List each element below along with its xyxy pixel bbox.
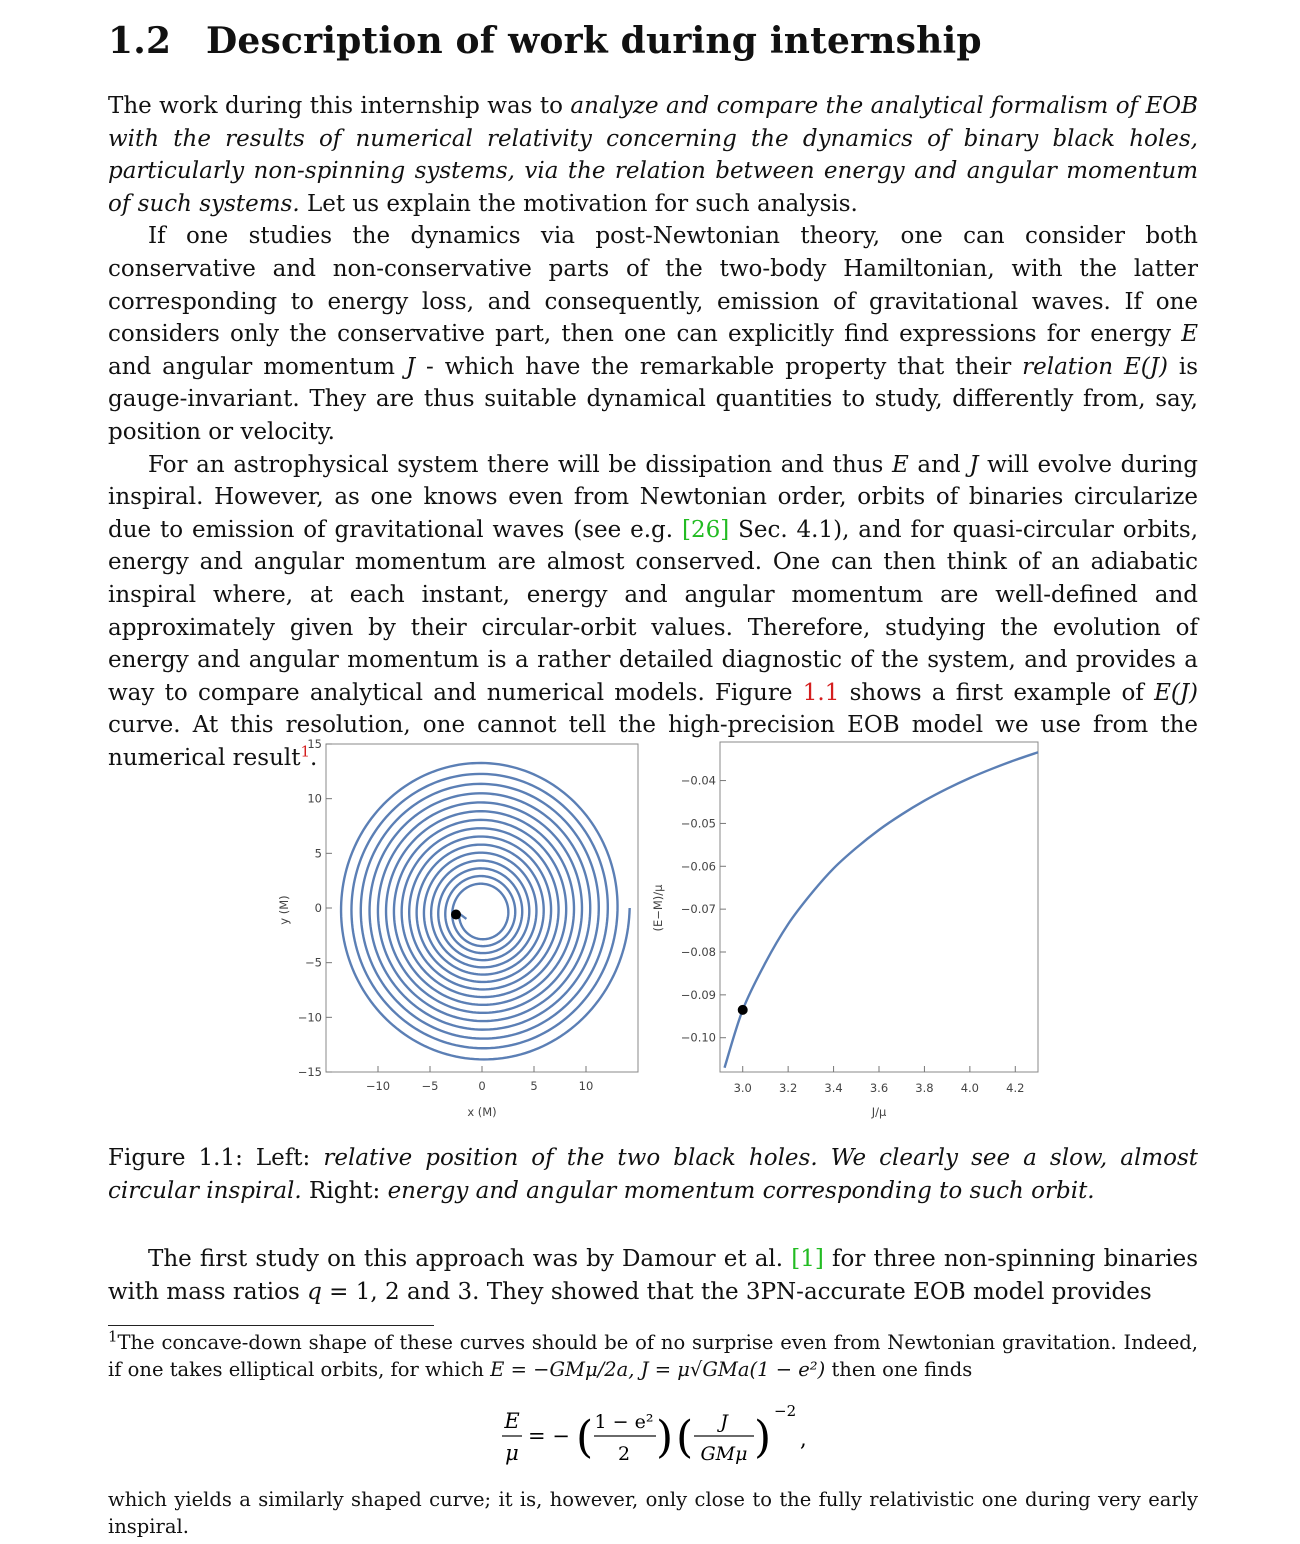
figure-link[interactable]: 1.1 xyxy=(802,679,840,706)
right-ylabel: (E−M)/μ xyxy=(651,884,665,932)
right-x-tick-label: 3.0 xyxy=(733,1081,752,1095)
left-y-tick-label: −10 xyxy=(297,1010,322,1025)
caption-right-label: Right: xyxy=(309,1177,381,1204)
right-x-tick-label: 3.8 xyxy=(915,1081,934,1095)
right-y-tick-label: −0.04 xyxy=(680,773,716,788)
para1-lead: The work during this internship was to xyxy=(108,93,563,119)
left-y-tick-label: 10 xyxy=(307,791,322,806)
orbit-spiral-line xyxy=(341,763,630,1059)
orbit-position-marker xyxy=(451,910,461,920)
right-y-tick-label: −0.09 xyxy=(680,987,716,1002)
figure-1-1 xyxy=(270,732,1050,1132)
para2-relation: relation xyxy=(1022,353,1114,380)
var-E: E xyxy=(891,451,909,478)
caption-right-text: energy and angular momentum corresponding to such orbit. xyxy=(387,1177,1095,1204)
citation-link[interactable]: [1] xyxy=(791,1246,824,1272)
footnote-b: then one finds xyxy=(831,1358,973,1381)
footnote xyxy=(108,1329,1198,1383)
para1-italic: analyze and compare the analytical formalism of EOB with the results of numerical relativity concerning the dynamics of binary black holes, particularly non-spinning systems, via the relation between energy and angular momentum of such systems. xyxy=(108,93,1198,217)
para3-c: Sec. 4.1), and for quasi-circular orbits, energy and angular momentum are almost conserved. One can then think of an adiabatic inspiral where, at each instant, energy and angular momentum are well-defined and approximately given by their circular-orbit values. Therefore, studying the evolution of energy and angular momentum is a rather detailed diagnostic of the system, and provides a way to compare analytical and numerical models. Figure xyxy=(108,516,1199,706)
body-text xyxy=(108,90,1198,774)
footnote-equation xyxy=(490,1398,830,1468)
para2-b: and angular momentum xyxy=(108,353,395,380)
left-x-tick-label: 10 xyxy=(578,1079,594,1093)
footnote-mark: 1 xyxy=(108,1327,118,1346)
left-x-tick-label: −5 xyxy=(421,1079,439,1093)
para4-b: for three non-spinning binaries with mass ratios xyxy=(108,1246,1199,1305)
right-y-tick-label: −0.08 xyxy=(680,945,716,959)
footnote-tail-text: which yields a similarly shaped curve; it is, however, only close to the fully relativistic one during very early inspiral. xyxy=(108,1488,1198,1538)
eq-lhs-denominator: μ xyxy=(505,1441,519,1465)
var-EJ: E(J) xyxy=(1154,679,1199,706)
var-J: J xyxy=(969,451,979,478)
right-x-tick-label: 4.2 xyxy=(1006,1081,1025,1095)
para3-a: For an astrophysical system there will be dissipation and thus xyxy=(148,451,884,478)
left-x-tick-label: 0 xyxy=(478,1079,486,1093)
right-x-tick-label: 4.0 xyxy=(960,1081,980,1095)
eq-equals-minus: = − xyxy=(528,1424,570,1448)
left-y-tick-label: 5 xyxy=(314,846,322,861)
right-y-tick-label: −0.10 xyxy=(680,1030,716,1045)
footnote-text xyxy=(108,1329,1198,1383)
para3-d: shows a first example of xyxy=(849,679,1144,706)
figure-caption xyxy=(108,1142,1198,1207)
body-text-2 xyxy=(108,1243,1198,1308)
right-xlabel: J/μ xyxy=(871,1105,887,1119)
paragraph-1 xyxy=(108,90,1198,220)
footnote-inline-math: E = −GMμ/2a, J = μ√GMa(1 − e²) xyxy=(490,1358,826,1381)
var-q: q xyxy=(307,1278,322,1305)
right-y-tick-label: −0.07 xyxy=(680,902,716,917)
right-x-tick-label: 3.2 xyxy=(778,1081,798,1095)
section-title: Description of work during internship xyxy=(206,20,982,62)
left-x-tick-label: 5 xyxy=(530,1079,538,1093)
var-J: J xyxy=(405,353,416,380)
caption-left-text: relative position of the two black holes. We clearly see a slow, almost circular inspiral. xyxy=(108,1145,1199,1204)
citation-link[interactable]: [26] xyxy=(681,516,730,543)
var-E: E xyxy=(1181,321,1198,348)
right-x-tick-label: 3.4 xyxy=(824,1081,843,1095)
left-ylabel: y (M) xyxy=(277,895,291,925)
eq-denominator-2: GMμ xyxy=(700,1443,748,1465)
para3-and: and xyxy=(917,451,961,478)
para3-b: will evolve during inspiral. However, as one knows even from Newtonian order, orbits of binaries circularize due to emission of gravitational waves (see e.g. xyxy=(108,451,1199,543)
left-y-tick-label: −5 xyxy=(305,955,322,970)
caption-label: Figure 1.1: Left: xyxy=(108,1145,311,1171)
footnote-a: The concave-down shape of these curves should be of no surprise even from Newtonian gravitation. Indeed, if one takes elliptical orbits, for which xyxy=(108,1331,1198,1381)
right-x-tick-label: 3.6 xyxy=(869,1081,889,1095)
left-xlabel: x (M) xyxy=(467,1105,497,1119)
section-heading xyxy=(108,20,982,62)
ej-curve-line xyxy=(725,752,1038,1067)
section-number: 1.2 xyxy=(108,20,172,62)
left-y-tick-label: 15 xyxy=(307,737,322,751)
paragraph-4 xyxy=(108,1243,1198,1308)
paragraph-2 xyxy=(108,220,1198,448)
eq-comma: , xyxy=(800,1427,807,1451)
eq-exponent: −2 xyxy=(774,1402,797,1420)
para2-a: If one studies the dynamics via post-Newtonian theory, one can consider both conservative and non-conservative parts of the two-body Hamiltonian, with the latter corresponding to energy loss, and consequently, emission of gravitational waves. If one considers only the conservative part, then one can explicitly find expressions for energy xyxy=(108,223,1198,348)
eq-lhs-numerator: E xyxy=(504,1409,520,1433)
eq-numerator-2: J xyxy=(720,1411,728,1433)
ej-position-marker xyxy=(738,1005,748,1015)
eq-paren-close-1: ) xyxy=(656,1412,674,1463)
footnote-link[interactable]: 1 xyxy=(300,742,311,761)
para1-tail: Let us explain the motivation for such analysis. xyxy=(306,190,858,217)
paragraph-3 xyxy=(108,449,1198,775)
footnote-rule xyxy=(108,1325,434,1326)
right-plot-frame xyxy=(720,742,1038,1072)
eq-paren-close-2: ) xyxy=(754,1412,772,1463)
para3-e: curve. At this resolution, one cannot tell the high-precision EOB model we use from the numerical result xyxy=(108,712,1198,771)
eq-numerator-1: 1 − e² xyxy=(594,1411,654,1433)
var-EJ: E(J) xyxy=(1123,353,1168,380)
right-y-tick-label: −0.06 xyxy=(680,859,716,874)
eq-paren-open-2: ( xyxy=(676,1412,694,1463)
energy-angular-momentum-plot xyxy=(651,742,1038,1119)
left-x-tick-label: −10 xyxy=(365,1079,391,1093)
orbit-plot xyxy=(277,737,638,1119)
eq-paren-open-1: ( xyxy=(576,1412,594,1463)
footnote-tail xyxy=(108,1486,1198,1540)
para4-a: The first study on this approach was by Damour et al. xyxy=(148,1246,784,1272)
eq-denominator-1: 2 xyxy=(617,1443,631,1465)
para4-c: = 1, 2 and 3. They showed that the 3PN-accurate EOB model provides xyxy=(329,1278,1152,1305)
para3-f: . xyxy=(310,744,318,771)
para2-c: - which have the remarkable property that their xyxy=(426,353,1012,380)
right-y-tick-label: −0.05 xyxy=(680,816,716,831)
left-y-tick-label: −15 xyxy=(297,1065,322,1079)
left-y-tick-label: 0 xyxy=(314,901,322,915)
para2-d: is gauge-invariant. They are thus suitable dynamical quantities to study, differently from, say, position or velocity. xyxy=(108,353,1199,445)
